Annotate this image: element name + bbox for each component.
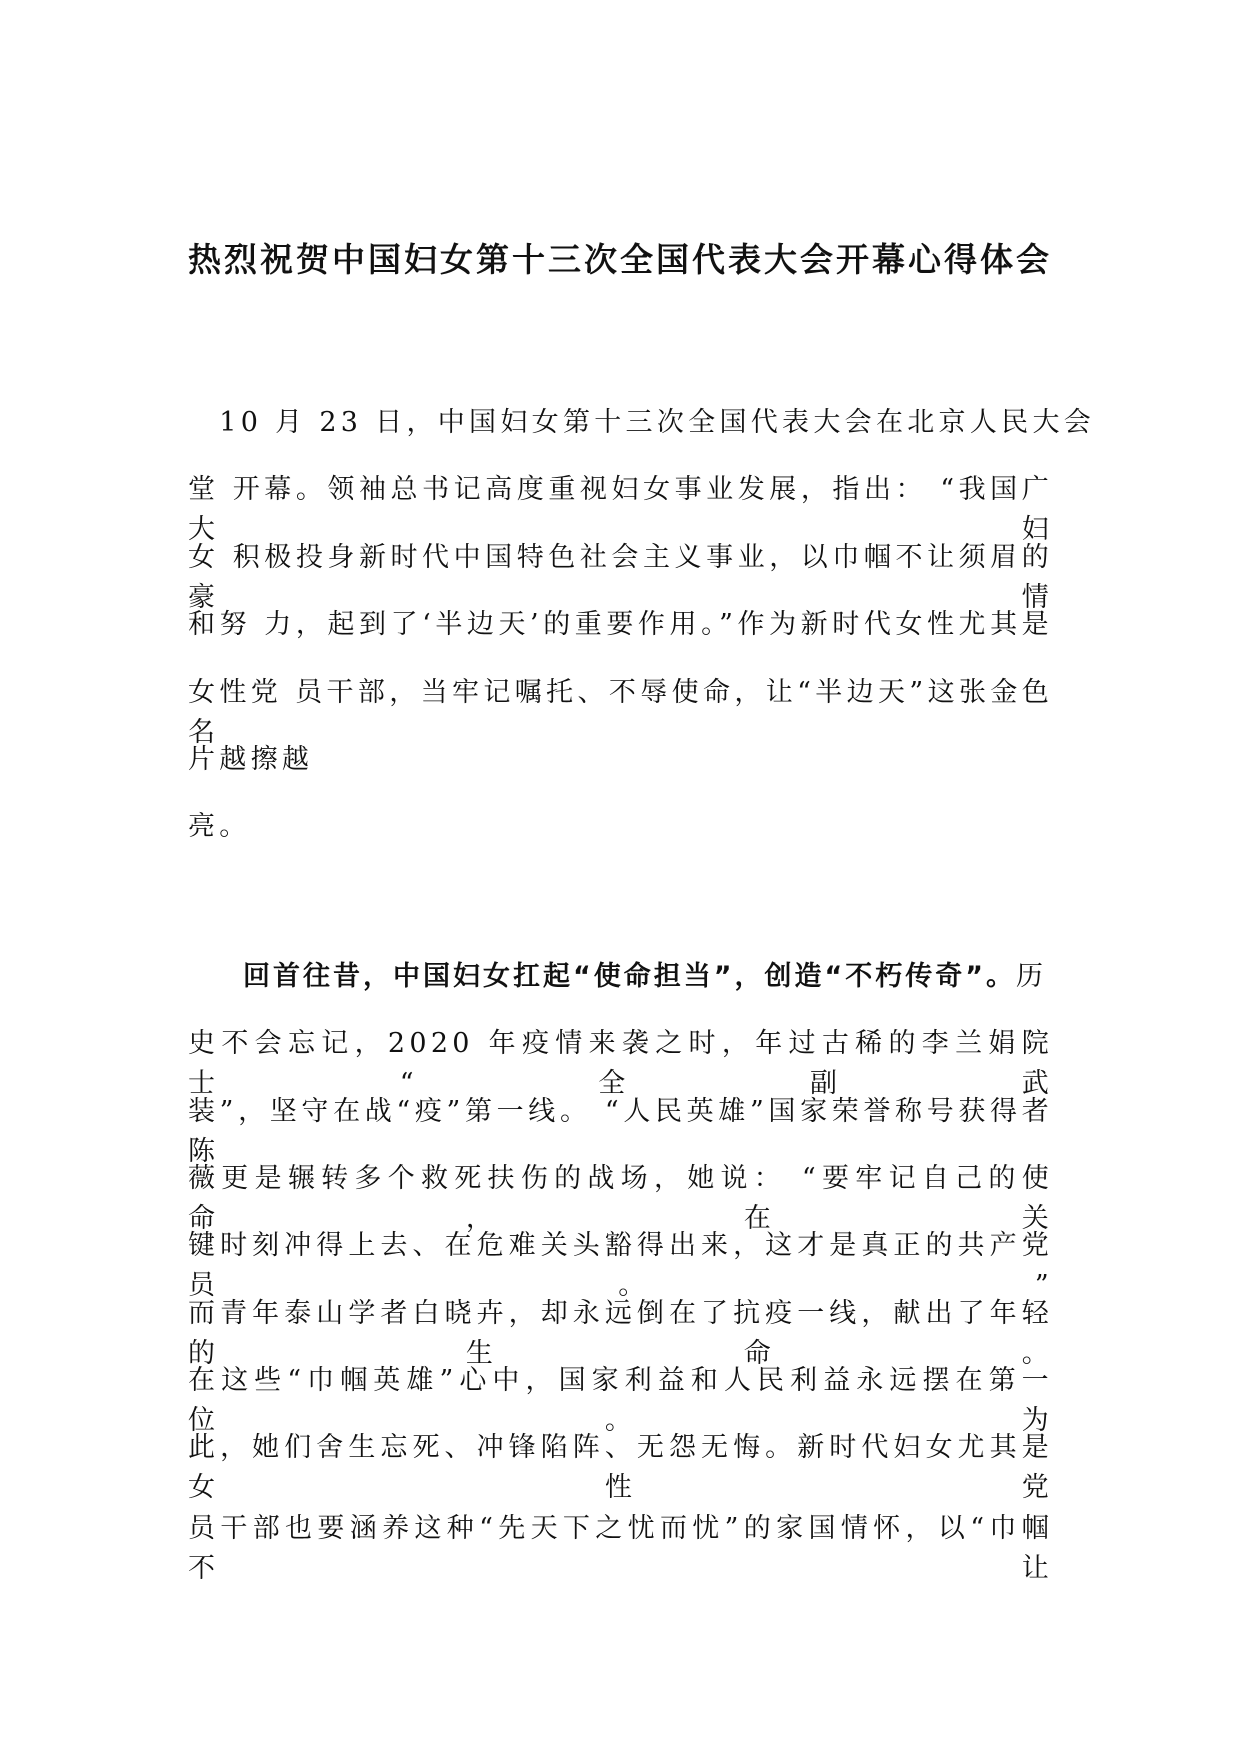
paragraph-1-line-4: 和努 力，起到了‘半边天’的重要作用。”作为新时代女性尤其是 [188,609,1053,640]
paragraph-1-line-3: 女 积极投身新时代中国特色社会主义事业，以巾帼不让须眉的豪情 [188,542,1053,613]
paragraph-2-lead-bold: 回首往昔，中国妇女扛起“使命担当”，创造“不朽传奇”。 [243,961,1016,992]
paragraph-1-line-7: 亮。 [188,811,251,842]
paragraph-1-line-2: 堂 开幕。领袖总书记高度重视妇女事业发展，指出： “我国广大妇 [188,474,1053,545]
paragraph-1-line-1: 10 月 23 日，中国妇女第十三次全国代表大会在北京人民大会 [188,407,1096,438]
paragraph-2-line-6: 而青年泰山学者白晓卉，却永远倒在了抗疫一线，献出了年轻的生命。 [188,1298,1053,1369]
paragraph-1-line-5: 女性党 员干部，当牢记嘱托、不辱使命，让“半边天”这张金色名 [188,677,1053,748]
paragraph-2-line-3: 装”，坚守在战“疫”第一线。 “人民英雄”国家荣誉称号获得者陈 [188,1096,1053,1167]
paragraph-2-line-5: 键时刻冲得上去、在危难关头豁得出来，这才是真正的共产党员。” [188,1230,1053,1301]
document-title: 热烈祝贺中国妇女第十三次全国代表大会开幕心得体会 [188,240,1052,279]
paragraph-1-line-6: 片越擦越 [188,744,314,775]
paragraph-2-line-1 [243,957,1047,997]
paragraph-2-line-8: 此，她们舍生忘死、冲锋陷阵、无怨无悔。新时代妇女尤其是女性党 [188,1432,1053,1503]
paragraph-2-line-2: 史不会忘记，2020 年疫情来袭之时，年过古稀的李兰娟院士“全副武 [188,1028,1053,1099]
paragraph-2-lead-rest: 历 [1015,961,1048,992]
paragraph-2-line-7: 在这些“巾帼英雄”心中，国家利益和人民利益永远摆在第一位。为 [188,1365,1053,1436]
paragraph-2-line-4: 薇更是辗转多个救死扶伤的战场，她说： “要牢记自己的使命，在关 [188,1163,1053,1234]
paragraph-2-line-9: 员干部也要涵养这种“先天下之忧而忧”的家国情怀，以“巾帼不让 [188,1513,1053,1584]
